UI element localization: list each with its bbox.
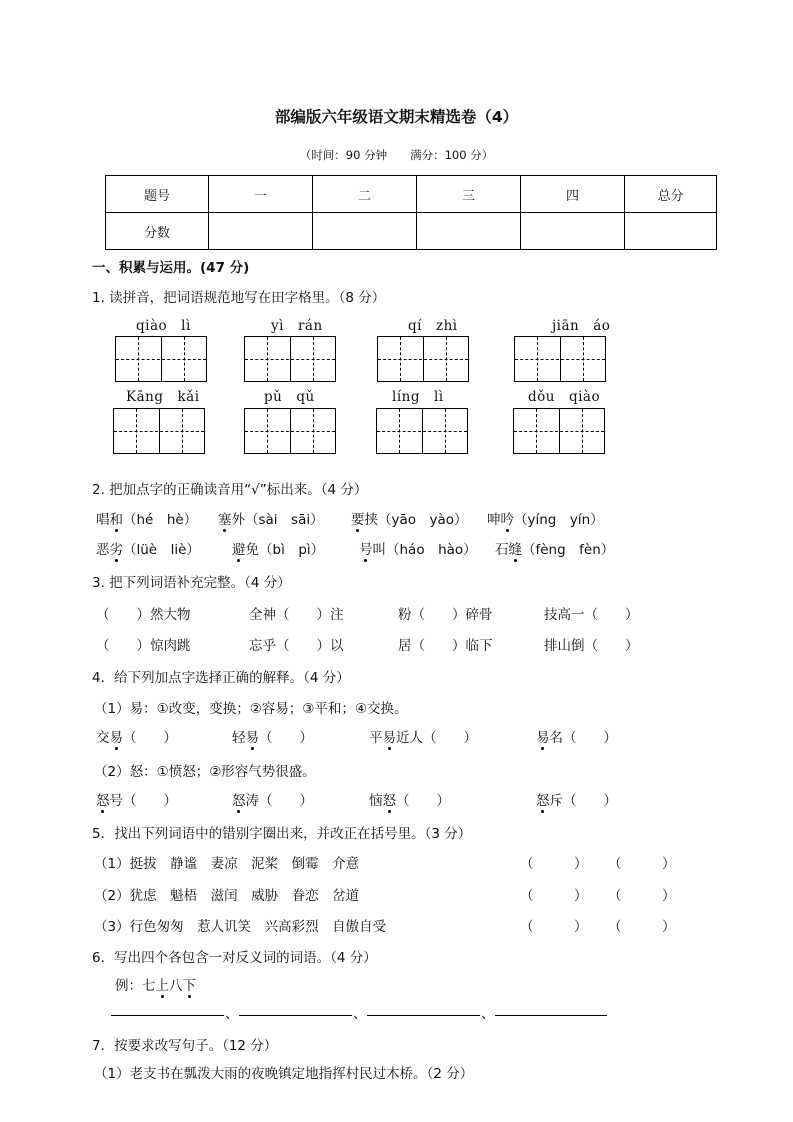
dotted-char: 易 bbox=[246, 726, 260, 746]
question-4-label: 4．给下列加点字选择正确的解释。（4 分） bbox=[92, 670, 350, 686]
question-3-label: 3. 把下列词语补充完整。（4 分） bbox=[92, 575, 291, 591]
tianzige-writing-grid[interactable] bbox=[113, 408, 205, 454]
idiom-blank[interactable]: （ ）惊肉跳 bbox=[96, 638, 191, 654]
tianzige-writing-grid[interactable] bbox=[115, 336, 207, 382]
question-7-label: 7．按要求改写句子。（12 分） bbox=[92, 1038, 278, 1054]
separator: 、 bbox=[353, 1006, 367, 1022]
item-text: 涛（ ） bbox=[245, 793, 313, 809]
item-text: 免（bì pì） bbox=[245, 542, 325, 558]
pinyin-label: qí zhì bbox=[408, 318, 458, 334]
example-prefix: 例： bbox=[115, 978, 142, 994]
answer-blank-line[interactable] bbox=[111, 1015, 224, 1016]
score-header-cell: 题号 bbox=[106, 176, 209, 213]
answer-paren[interactable]: （ ） bbox=[520, 856, 588, 872]
question-1-label: 1. 读拼音，把词语规范地写在田字格里。（8 分） bbox=[92, 290, 386, 306]
dotted-char: 怒 bbox=[96, 789, 110, 809]
score-table bbox=[105, 175, 717, 250]
example-char: 七 bbox=[142, 978, 156, 994]
answer-blank-line[interactable] bbox=[367, 1015, 480, 1016]
example-char: 八 bbox=[169, 978, 183, 994]
dotted-char: 号 bbox=[359, 538, 373, 558]
typo-row[interactable]: （2）犹虑 魁梧 滋闰 威胁 眷恋 岔道 bbox=[94, 888, 360, 904]
answer-blank-line[interactable] bbox=[239, 1015, 352, 1016]
answer-paren[interactable]: （ ） bbox=[520, 919, 588, 935]
score-input-cell[interactable] bbox=[521, 213, 625, 250]
score-table-score-row bbox=[106, 213, 717, 250]
pinyin-label: jiān áo bbox=[552, 318, 611, 334]
dotted-char: 怒 bbox=[232, 789, 246, 809]
score-input-cell[interactable] bbox=[313, 213, 417, 250]
score-input-cell[interactable] bbox=[209, 213, 313, 250]
idiom-blank[interactable]: 居（ ）临下 bbox=[398, 638, 493, 654]
tianzige-writing-grid[interactable] bbox=[244, 408, 336, 454]
score-header-cell: 二 bbox=[313, 176, 417, 213]
pinyin-label: dǒu qiào bbox=[528, 389, 601, 405]
pinyin-label: yì rán bbox=[271, 318, 323, 334]
tianzige-writing-grid[interactable] bbox=[244, 336, 336, 382]
dotted-char: 易 bbox=[536, 726, 550, 746]
definition-item[interactable] bbox=[232, 789, 313, 809]
tianzige-writing-grid[interactable] bbox=[376, 408, 468, 454]
item-text: 名（ ） bbox=[549, 730, 617, 746]
idiom-blank[interactable]: （ ）然大物 bbox=[96, 607, 191, 623]
item-text: （fèng fèn） bbox=[522, 542, 615, 558]
dotted-char: 易 bbox=[383, 726, 397, 746]
item-text: 呻 bbox=[487, 512, 501, 528]
item-text: 号（ ） bbox=[109, 793, 177, 809]
separator: 、 bbox=[481, 1006, 495, 1022]
answer-paren[interactable]: （ ） bbox=[608, 888, 676, 904]
item-text: 平 bbox=[369, 730, 383, 746]
section-heading: 一、积累与运用。(47 分) bbox=[92, 260, 250, 276]
item-text: （ ） bbox=[396, 793, 450, 809]
idiom-blank[interactable]: 忘乎（ ）以 bbox=[249, 638, 344, 654]
idiom-blank[interactable]: 全神（ ）注 bbox=[249, 607, 344, 623]
idiom-blank[interactable]: 技高一（ ） bbox=[544, 607, 639, 623]
separator: 、 bbox=[225, 1006, 239, 1022]
dotted-char: 劣 bbox=[110, 538, 124, 558]
pinyin-label: qiào lì bbox=[136, 318, 191, 334]
pronunciation-item[interactable] bbox=[495, 538, 614, 558]
pronunciation-item[interactable] bbox=[359, 538, 477, 558]
dotted-char: 易 bbox=[110, 726, 124, 746]
idiom-blank[interactable]: 粉（ ）碎骨 bbox=[398, 607, 493, 623]
dotted-char: 怒 bbox=[383, 789, 397, 809]
item-text: （lüè liè） bbox=[123, 542, 200, 558]
score-input-cell[interactable] bbox=[625, 213, 717, 250]
tianzige-writing-grid[interactable] bbox=[513, 408, 605, 454]
pronunciation-item[interactable] bbox=[96, 538, 200, 558]
dotted-char: 要 bbox=[351, 508, 365, 528]
definition-item[interactable] bbox=[96, 789, 177, 809]
dotted-char: 避 bbox=[232, 538, 246, 558]
definition-item[interactable] bbox=[232, 726, 313, 746]
dotted-char: 怒 bbox=[536, 789, 550, 809]
pinyin-label: pǔ qǔ bbox=[264, 389, 315, 405]
item-text: 轻 bbox=[232, 730, 246, 746]
definition-line: （2）怒：①愤怒；②形容气势很盛。 bbox=[94, 764, 316, 780]
dotted-char: 缝 bbox=[509, 538, 523, 558]
item-text: （ ） bbox=[123, 730, 177, 746]
pronunciation-item[interactable] bbox=[218, 508, 324, 528]
item-text: 斥（ ） bbox=[549, 793, 617, 809]
definition-item[interactable] bbox=[369, 726, 477, 746]
answer-blank-line[interactable] bbox=[495, 1015, 607, 1016]
pronunciation-item[interactable] bbox=[232, 538, 324, 558]
tianzige-writing-grid[interactable] bbox=[514, 336, 606, 382]
tianzige-writing-grid[interactable] bbox=[377, 336, 469, 382]
pinyin-label: líng lì bbox=[392, 389, 444, 405]
sub-question: （1）老支书在瓢泼大雨的夜晚镇定地指挥村民过木桥。（2 分） bbox=[94, 1066, 474, 1082]
answer-paren[interactable]: （ ） bbox=[608, 856, 676, 872]
item-text: 外（sài sāi） bbox=[231, 512, 324, 528]
dotted-char: 下 bbox=[183, 974, 197, 994]
score-row-label: 分数 bbox=[106, 213, 209, 250]
answer-paren[interactable]: （ ） bbox=[608, 919, 676, 935]
typo-row[interactable]: （1）挺拔 静谧 妻凉 泥桨 倒霉 介意 bbox=[94, 856, 360, 872]
score-table-header-row bbox=[106, 176, 717, 213]
score-header-cell: 总分 bbox=[625, 176, 717, 213]
item-text: （yíng yín） bbox=[514, 512, 604, 528]
dotted-char: 塞 bbox=[218, 508, 232, 528]
definition-item[interactable] bbox=[536, 789, 617, 809]
item-text: 近人（ ） bbox=[396, 730, 477, 746]
item-text: 叫（háo hào） bbox=[372, 542, 477, 558]
question-6-label: 6．写出四个各包含一对反义词的词语。（4 分） bbox=[92, 950, 377, 966]
item-text: 恶 bbox=[96, 542, 110, 558]
definition-item[interactable] bbox=[536, 726, 617, 746]
definition-item[interactable] bbox=[96, 726, 177, 746]
item-text: 唱 bbox=[96, 512, 110, 528]
typo-row[interactable]: （3）行色匆匆 惹人讥笑 兴高彩烈 自傲自受 bbox=[94, 919, 387, 935]
dotted-char: 上 bbox=[156, 974, 170, 994]
item-text: 恼 bbox=[369, 793, 383, 809]
item-text: 挟（yāo yào） bbox=[364, 512, 468, 528]
question-2-label: 2. 把加点字的正确读音用“√”标出来。（4 分） bbox=[92, 482, 368, 498]
score-input-cell[interactable] bbox=[417, 213, 521, 250]
item-text: 石 bbox=[495, 542, 509, 558]
answer-paren[interactable]: （ ） bbox=[520, 888, 588, 904]
dotted-char: 和 bbox=[110, 508, 124, 528]
idiom-blank[interactable]: 排山倒（ ） bbox=[544, 638, 639, 654]
pronunciation-item[interactable] bbox=[96, 508, 197, 528]
score-header-cell: 一 bbox=[209, 176, 313, 213]
definition-item[interactable] bbox=[369, 789, 450, 809]
score-header-cell: 三 bbox=[417, 176, 521, 213]
dotted-char: 吟 bbox=[501, 508, 515, 528]
definition-line: （1）易：①改变，变换；②容易；③平和；④交换。 bbox=[94, 701, 408, 717]
example-line bbox=[115, 974, 196, 994]
question-5-label: 5．找出下列词语中的错别字圈出来，并改正在括号里。（3 分） bbox=[92, 826, 472, 842]
pronunciation-item[interactable] bbox=[351, 508, 468, 528]
pronunciation-item[interactable] bbox=[487, 508, 604, 528]
pinyin-label: Kāng kǎi bbox=[126, 389, 200, 405]
page-title: 部编版六年级语文期末精选卷（4） bbox=[274, 108, 519, 126]
exam-info: （时间：90 分钟 满分：100 分） bbox=[299, 148, 494, 162]
item-text: （hé hè） bbox=[123, 512, 198, 528]
item-text: （ ） bbox=[259, 730, 313, 746]
item-text: 交 bbox=[96, 730, 110, 746]
score-header-cell: 四 bbox=[521, 176, 625, 213]
